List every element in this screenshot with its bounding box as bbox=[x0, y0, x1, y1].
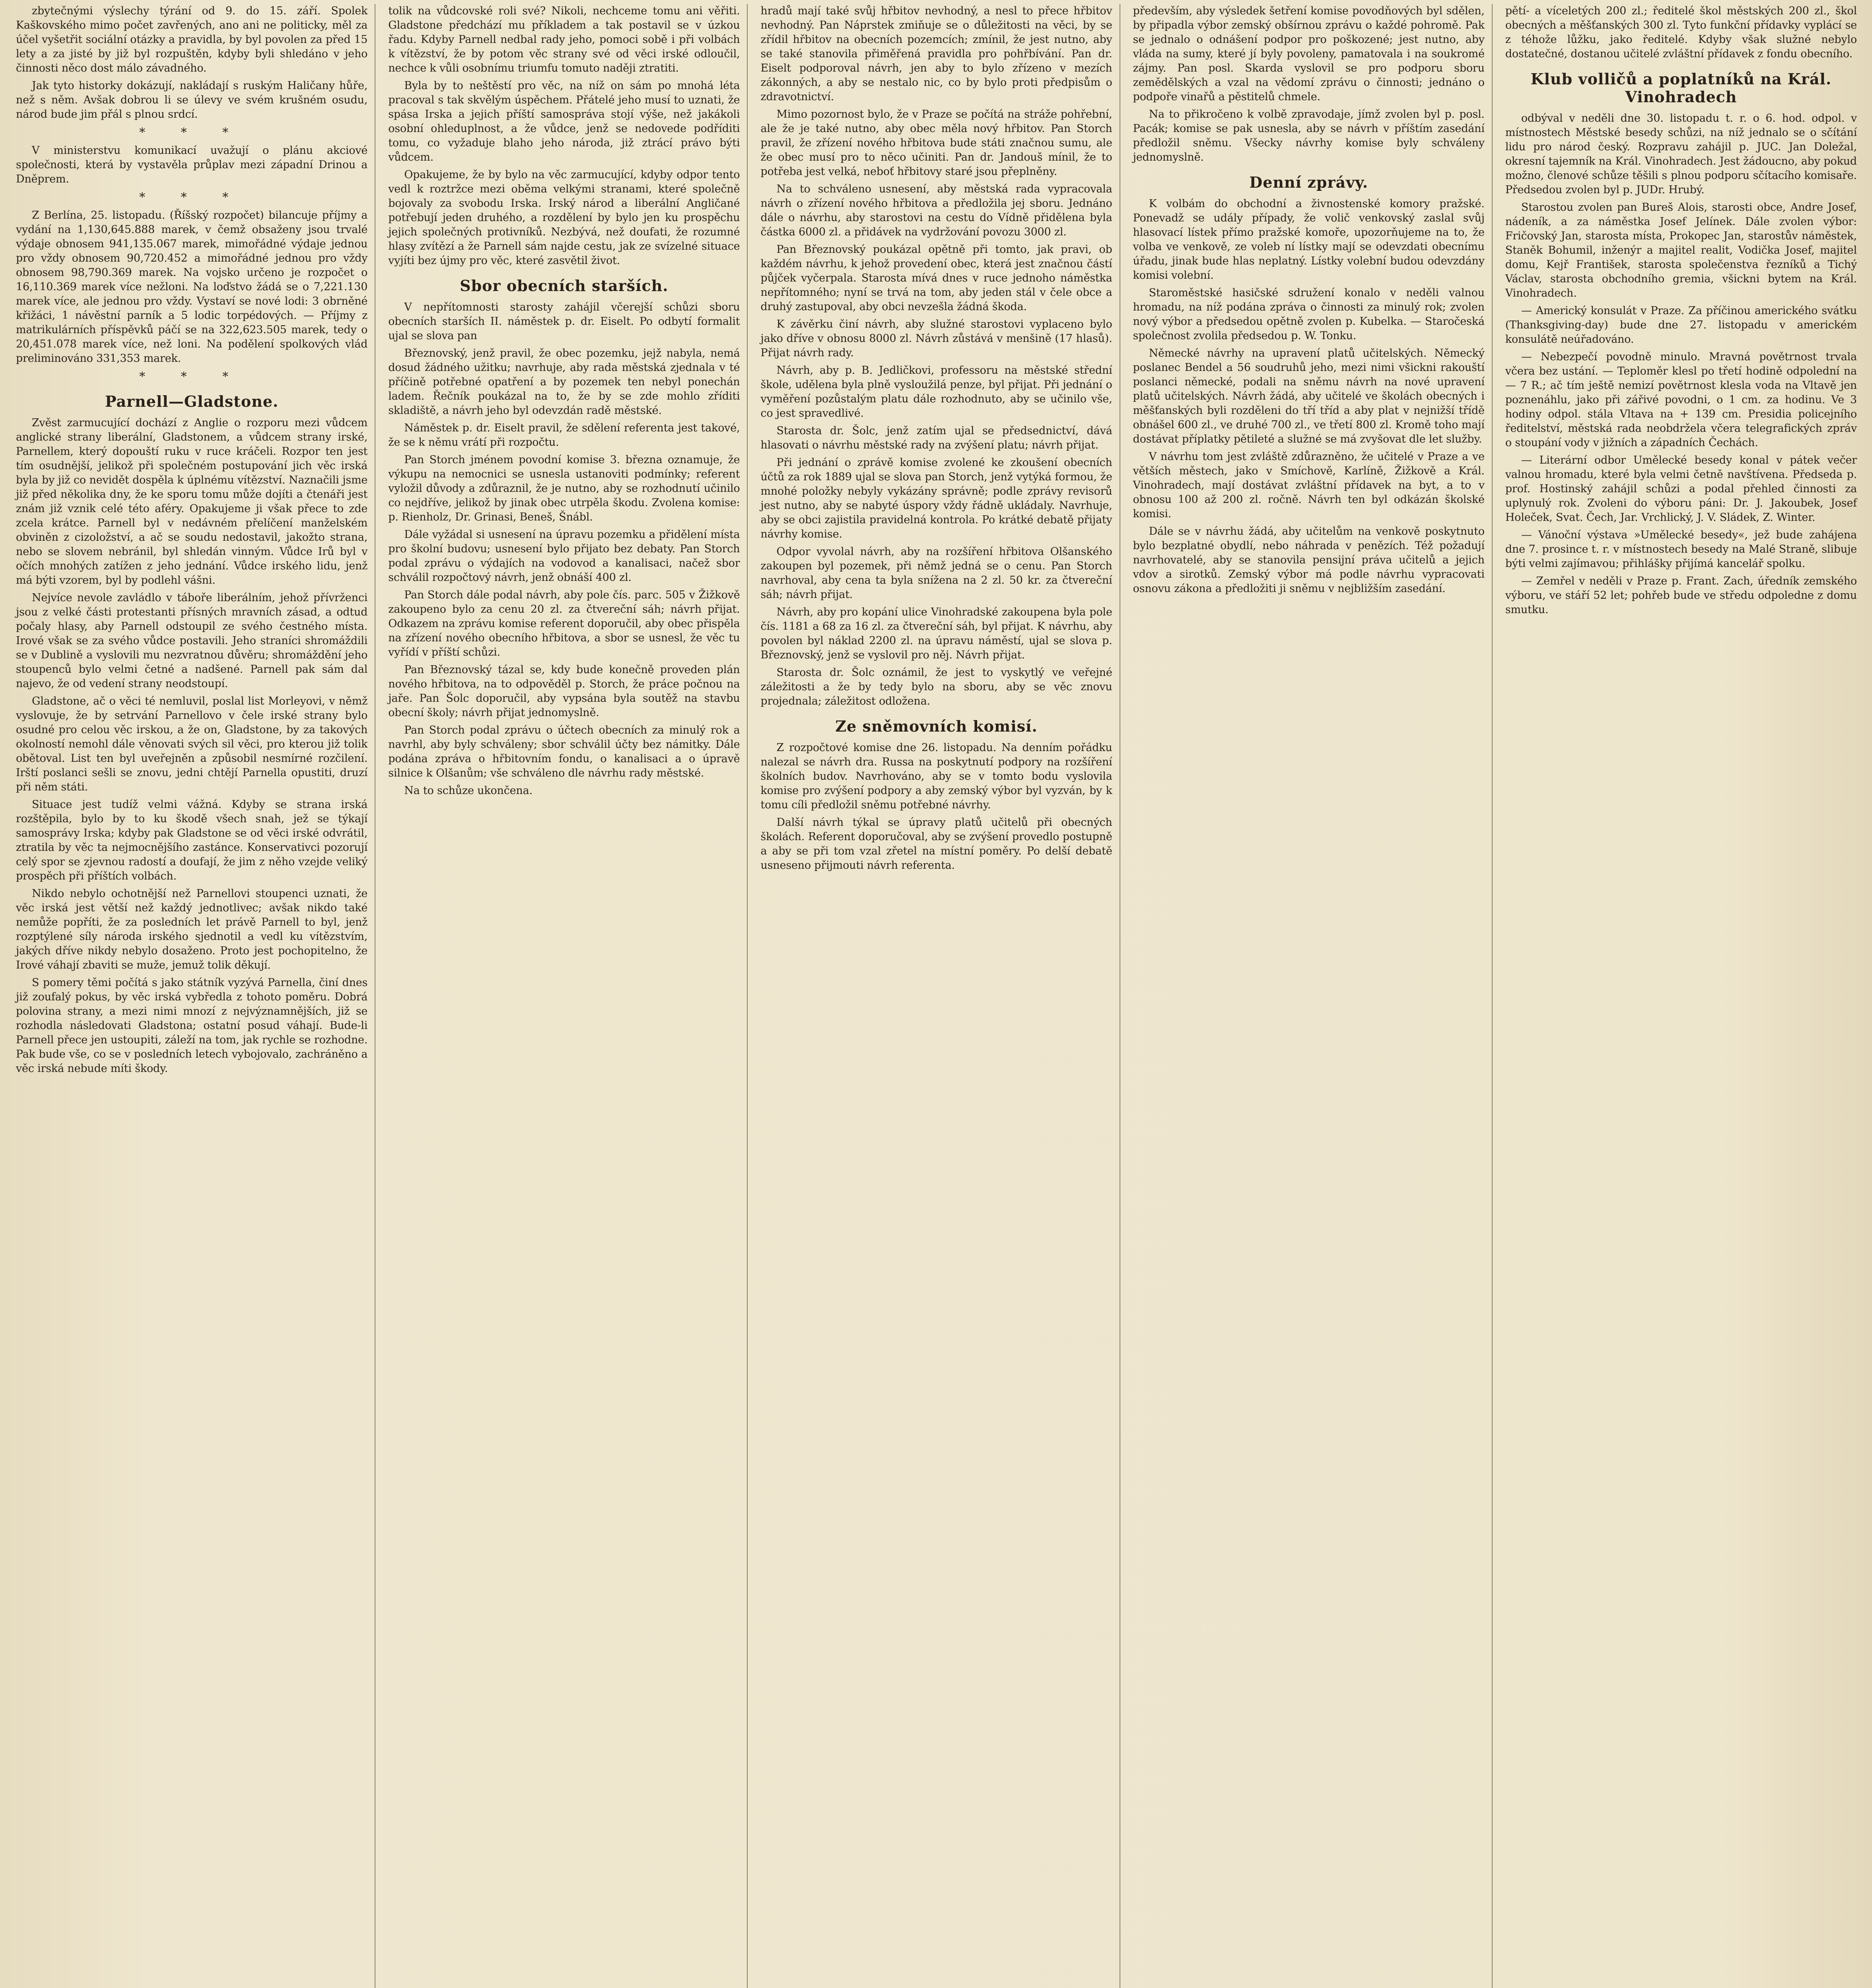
article-paragraph: tolik na vůdcovské roli své? Nikoli, nechceme tomu ani věřiti. Gladstone předchází mu příkladem a tak postavil se v úzkou řadu. Kdyby Parnell nedbal rady jeho, pomoci sobě i při volbách k vítězství, že by potom věc strany své od věci irské odloučil, nechce k vůli osobnímu triumfu tomuto naději ztratiti. bbox=[388, 5, 740, 74]
article-paragraph: Při jednání o zprávě komise zvolené ke zkoušení obecních účtů za rok 1889 ujal se slova pan Storch, jenž vytýká formou, že mnohé položky nebyly vykázány správně; podle zprávy revisorů jest nutno, aby se nabyté úspory vždy řádně ukládaly. Navrhuje, aby se obci zajistila pravidelná kontrola. Po krátké debatě přijaty návrhy komise. bbox=[760, 456, 1112, 540]
article-paragraph: — Literární odbor Umělecké besedy konal v pátek večer valnou hromadu, které byla velmi četně navštívena. Předseda p. prof. Hostinský zahájil schůzi a podal přehled činnosti za uplynulý rok. Zvoleni do výboru páni: Dr. J. Jakoubek, Josef Holeček, Svat. Čech, Jar. Vrchlický, J. V. Sládek, Z. Winter. bbox=[1505, 454, 1857, 524]
article-paragraph: Opakujeme, že by bylo na věc zarmucující, kdyby odpor tento vedl k roztržce mezi oběma velkými stranami, které společně bojovaly za svobodu Irska. Irský národ a liberální Angličané potřebují jeden druhého, a rozdělení by bylo jen ku prospěchu jejich společných protivníků. Nezbývá, než doufati, že rozumné hlasy zvítězí a že Parnell sám najde cestu, jak ze svízelné situace vyjíti bez újmy pro věc, které zasvětil život. bbox=[388, 169, 740, 267]
article-paragraph: Starosta dr. Šolc oznámil, že jest to vyskytlý ve veřejné záležitosti a že by tedy bylo na sboru, aby se věc znovu projednala; záležitost odložena. bbox=[760, 666, 1112, 707]
article-paragraph: Pan Storch jménem povodní komise 3. března oznamuje, že výkupu na nemocnici se usnesla ustanoviti podmínky; referent vyložil důvody a zdůraznil, že je nutno, aby se rozhodnutí učinilo co nejdříve, jelikož by jinak obec utrpěla škodu. Zvolena komise: p. Rienholz, Dr. Grinasi, Beneš, Šnábl. bbox=[388, 454, 740, 523]
article-paragraph: — Vánoční výstava »Umělecké besedy«, jež bude zahájena dne 7. prosince t. r. v místnostech besedy na Malé Straně, slibuje býti velmi zajímavou; přihlášky přijímá kancelář spolku. bbox=[1505, 529, 1857, 570]
columns-container bbox=[12, 4, 1864, 1988]
article-paragraph: Byla by to neštěstí pro věc, na níž on sám po mnohá léta pracoval s tak skvělým úspěchem. Přátelé jeho musí to uznati, že spása Irska a jejich příští samospráva stojí výše, než jakákoli osobní ohleduplnost, a že vůdce, jenž se nedovede podříditi tomu, co vyžaduje blaho jeho národa, již ztrácí právo býti vůdcem. bbox=[388, 80, 740, 163]
column-3 bbox=[756, 4, 1120, 1988]
article-paragraph: Situace jest tudíž velmi vážná. Kdyby se strana irská rozštěpila, bylo by to ku škodě všech snah, jež se týkají samosprávy Irska; kdyby pak Gladstone se od věci irské odvrátil, ztratila by věc ta nejmocnějšího zastánce. Konservativci pozorují celý spor se zjevnou radostí a doufají, že jim z něho vzejde veliký prospěch při příštích volbách. bbox=[16, 798, 368, 882]
article-paragraph: Pan Storch podal zprávu o účtech obecních za minulý rok a navrhl, aby byly schváleny; sbor schválil účty bez námitky. Dále podána zpráva o hřbitovním fondu, o kanalisaci a o úpravě silnice k Olšanům; vše schváleno dle návrhu rady městské. bbox=[388, 724, 740, 779]
article-paragraph: V návrhu tom jest zvláště zdůrazněno, že učitelé v Praze a ve větších městech, jako v Smíchově, Karlíně, Žižkově a Král. Vinohradech, mají dostávat zvláštní přídavek na byt, a to v obnosu 100 až 200 zl. ročně. Návrh ten byl odkázán školské komisi. bbox=[1133, 450, 1485, 520]
article-paragraph: Německé návrhy na upravení platů učitelských. Německý poslanec Bendel a 56 soudruhů jeho, mezi nimi všickni rakouští poslanci německé, podali na sněmu návrh na nové upravení platů učitelských. Návrh žádá, aby učitelé ve školách obecných i měšťanských byli rozděleni do tří tříd a aby plat v nejnižší třídě obnášel 600 zl., ve druhé 700 zl., ve třetí 800 zl. Kromě toho mají dostávat příplatky pětileté a služné se má zvyšovat dle let služby. bbox=[1133, 347, 1485, 445]
article-paragraph: Z rozpočtové komise dne 26. listopadu. Na denním pořádku nalezal se návrh dra. Russa na poskytnutí podpory na rozšíření školních budov. Navrhováno, aby se v tomto bodu vyslovila komise pro zvýšení podpory a aby zemský výbor byl vyzván, by k tomu cíli předložil sněmu potřebné návrhy. bbox=[760, 742, 1112, 811]
article-paragraph: odbýval v neděli dne 30. listopadu t. r. o 6. hod. odpol. v místnostech Městské besedy schůzi, na níž jednalo se o sčítání lidu pro národ český. Rozpravu zahájil p. JUC. Jan Doležal, okresní tajemník na Král. Vinohradech. Jest žádoucno, aby pokud možno, členové schůze těšili s plnou podporu sčítacího komisaře. Předsedou zvolen byl p. JUDr. Hrubý. bbox=[1505, 112, 1857, 196]
article-paragraph: K závěrku činí návrh, aby služné starostovi vyplaceno bylo jako dříve v obnosu 8000 zl. Návrh zůstává v menšině (17 hlasů). Přijat návrh rady. bbox=[760, 318, 1112, 359]
column-1 bbox=[12, 4, 375, 1988]
section-heading: Denní zprávy. bbox=[1249, 173, 1369, 191]
article-paragraph: Staroměstské hasičské sdružení konalo v neděli valnou hromadu, na níž podána zpráva o činnosti za minulý rok; zvolen nový výbor a předsedou opětně zvolen p. Kubelka. — Staročeská společnost zvolila předsedou p. W. Tonku. bbox=[1133, 287, 1485, 342]
article-paragraph: Z Berlína, 25. listopadu. (Říšský rozpočet) bilancuje příjmy a vydání na 1,130,645.888 marek, v čemž obsaženy jsou trvalé výdaje obnosem 941,135.067 marek, mimořádné výdaje jednou pro vždy obnosem 90,720.452 a mimořádné jednou pro vždy obnosem 98,790.369 marek. Na vojsko určeno je rozpočet o 16,110.369 marek více nežloni. Na loďstvo žádá se o 7,221.130 marek více, ale jednou pro vždy. Vystaví se nové lodi: 3 obrněné křižáci, 1 návěstní parník a 5 lodic torpédových. — Příjmy z matrikulárních příspěvků páčí se na 322,623.505 marek, tedy o 20,451.078 marek více, než loni. Na podělení spolkových vlád preliminováno 331,353 marek. bbox=[16, 209, 368, 365]
article-paragraph: V nepřítomnosti starosty zahájil včerejší schůzi sboru obecních starších II. náměstek p. dr. Eiselt. Po odbytí formalit ujal se slova pan bbox=[388, 301, 740, 342]
article-paragraph: Mimo pozornost bylo, že v Praze se počítá na stráže pohřební, ale že je také nutno, aby obec měla nový hřbitov. Pan Storch pravil, že zřízení nového hřbitova bude státi značnou sumu, ale že obec musí pro to něco učiniti. Pan dr. Jandouš mínil, že to potřeba jest velká, neboť hřbitovy staré jsou přeplněny. bbox=[760, 108, 1112, 178]
section-heading: Ze sněmovních komisí. bbox=[835, 717, 1038, 735]
article-paragraph: Pan Březnovský poukázal opětně při tomto, jak pravi, ob každém návrhu, k jehož provedení obec, která jest značnou částí půjček vyčerpala. Starosta mívá dnes v ruce jednoho náměstka nepřítomného; nyní se trvá na tom, aby jeden stál v čele obce a druhý zastupoval, aby obci nevzešla žádná škoda. bbox=[760, 243, 1112, 313]
section-heading: Klub volličů a poplatníků na Král. Vinohradech bbox=[1530, 70, 1832, 106]
article-paragraph: — Americký konsulát v Praze. Za příčinou amerického svátku (Thanksgiving-day) bude dne 27. listopadu v americkém konsulátě neúřadováno. bbox=[1505, 305, 1857, 346]
article-paragraph: Návrh, aby pro kopání ulice Vinohradské zakoupena byla pole čís. 1181 a 68 za 16 zl. za čtvereční sáh, byl přijat. K návrhu, aby povolen byl náklad 2200 zl. na úpravu náměstí, ujal se slova p. Březnovský, jenž se vyslovil pro něj. Návrh přijat. bbox=[760, 606, 1112, 661]
column-2 bbox=[384, 4, 748, 1988]
article-paragraph: Nejvíce nevole zavládlo v táboře liberálním, jehož přívrženci jsou z velké části protestanti přísných mravních zásad, a odtud počaly hlasy, aby Parnell odstoupil ze svého čestného místa. Irové však se za svého vůdce postavili. Jeho straníci shromáždili se v Dublině a vyslovili mu nezvratnou důvěru; shromáždění jeho stoupenců bylo velmi četné a nadšené. Parnell pak sám dal najevo, že od vedení strany neodstoupí. bbox=[16, 592, 368, 690]
article-paragraph: Dále se v návrhu žádá, aby učitelům na venkově poskytnuto bylo bezplatné obydlí, nebo náhrada v penězích. Též požadují navrhovatelé, aby se stanovila pensijní práva učitelů a jejich vdov a sirotků. Zemský výbor má podle návrhu vypracovati osnovu zákona a předložiti ji sněmu v nejbližším zasedání. bbox=[1133, 525, 1485, 595]
article-paragraph: Gladstone, ač o věci té nemluvil, poslal list Morleyovi, v němž vyslovuje, že by setrvání Parnellovo v čele irské strany bylo osudné pro celou věc irskou, a že on, Gladstone, by za takových okolností nemohl dále věnovati svých sil věci, pro kterou již tolik obětoval. List ten byl uveřejněn a způsobil nesmírné rozčilení. Irští poslanci sešli se znovu, jedni chtějí Parnella opustiti, druzí při něm státi. bbox=[16, 695, 368, 793]
article-paragraph: — Zemřel v neděli v Praze p. Frant. Zach, úředník zemského výboru, ve stáří 52 let; pohřeb bude ve středu odpoledne z domu smutku. bbox=[1505, 575, 1857, 616]
article-paragraph: Nikdo nebylo ochotnější než Parnellovi stoupenci uznati, že věc irská jest větší než každý jednotlivec; avšak nikdo také nemůže popříti, že za posledních let právě Parnell to byl, jenž rozptýlené síly národa irského sjednotil a vedl ku vítězstvím, jakých dříve nikdy nebylo dosaženo. Proto jest pochopitelno, že Irové váhají zbaviti se muže, jemuž tolik děkují. bbox=[16, 887, 368, 971]
article-paragraph: Návrh, aby p. B. Jedličkovi, professoru na městské střední škole, udělena byla plně vysloužilá penze, byl přijat. Při jednání o vyměření pozůstalým platu dále rozhodnuto, aby se učinilo vše, co jest spravedlivé. bbox=[760, 364, 1112, 419]
column-5 bbox=[1501, 4, 1864, 1988]
article-paragraph: Odpor vyvolal návrh, aby na rozšíření hřbitova Olšanského zakoupen byl pozemek, při němž jedná se o cenu. Pan Storch navrhoval, aby cena ta byla snížena na 2 zl. 50 kr. za čtvereční sáh; návrh přijat. bbox=[760, 546, 1112, 601]
section-heading: Parnell—Gladstone. bbox=[105, 392, 279, 410]
article-paragraph: pětí- a víceletých 200 zl.; ředitelé škol městských 200 zl., škol obecných a měšťanských 300 zl. Tyto funkční přídavky vyplácí se z téhože lůžku, jako ředitelé. Kdyby však služné nebylo dostatečné, dostanou učitelé zvláštní přídavek z fondu obecního. bbox=[1505, 5, 1857, 60]
article-paragraph: Starostou zvolen pan Bureš Alois, starosti obce, Andre Josef, nádeník, a za náměstka Josef Jelínek. Dále zvolen výbor: Fričovský Jan, starosta místa, Prokopec Jan, starostův náměstek, Staněk Bohumil, inženýr a majitel realit, Vodička Josef, majitel domu, Kejř František, starosta společenstva řezníků a Tichý Václav, starosta obchodního gremia, všickni bytem na Král. Vinohradech. bbox=[1505, 201, 1857, 299]
separator-stars: * * * bbox=[139, 370, 245, 384]
article-paragraph: Zvěst zarmucující dochází z Anglie o rozporu mezi vůdcem anglické strany liberální, Gladstonem, a vůdcem strany irské, Parnellem, který dopouští ruku v ruce kráčeli. Rozpor ten jest tím osudnější, jelikož při společném postupování jich věc irská byla by již co nevidět dospěla k úplnému vítězství. Naznačili jsme již před několika dny, že ke sporu tomu může dojíti a čtenáři jest znám již vznik celé této aféry. Opakujeme ji však přece to zde zcela krátce. Parnell byl v nedávném přelíčení manželském obviněn z cizoložství, a ač se soudu nedostavil, jakožto strana, nebo se slovem nebránil, byl shledán vinným. Vůdce Irů byl v očích mnohých zatížen z jeho jednání. Vůdce irského lidu, jenž má býti vzorem, byl by podlehl vášni. bbox=[16, 417, 368, 586]
article-paragraph: K volbám do obchodní a živnostenské komory pražské. Ponevadž se udály případy, že volič venkovský zaslal svůj hlasovací lístek přímo pražské komoře, upozorňujeme na to, že volba ve venkově, ze voleb ní lístky mají se odevzdati obecnímu úřadu, jinak bude hlas neplatný. Lístky volební budou odevzdány komisi volební. bbox=[1133, 198, 1485, 282]
article-paragraph: Na to přikročeno k volbě zpravodaje, jímž zvolen byl p. posl. Pacák; komise se pak usnesla, aby se návrh v příštím zasedání předložil sněmu. Všecky návrhy komise byly schváleny jednomyslně. bbox=[1133, 108, 1485, 163]
article-paragraph: Pan Březnovský tázal se, kdy bude konečně proveden plán nového hřbitova, na to odpověděl p. Storch, že práce počnou na jaře. Pan Šolc doporučil, aby vypsána byla soutěž na stavbu obecní školy; návrh přijat jednomyslně. bbox=[388, 664, 740, 719]
article-paragraph: S pomery těmi počítá s jako státník vyzývá Parnella, činí dnes již zoufalý pokus, by věc irská vybředla z tohoto poměru. Dobrá polovina strany, a mezi nimi mnozí z nejvýznamnějších, již se rozhodla následovati Gladstona; ostatní posud váhají. Bude-li Parnell přece jen ustoupiti, záleží na tom, jak rychle se rozhodne. Pak bude vše, co se v posledních letech vybojovalo, zachráněno a věc irská nebude míti škody. bbox=[16, 977, 368, 1075]
article-paragraph: hradů mají také svůj hřbitov nevhodný, a nesl to přece hřbitov nevhodný. Pan Náprstek zmiňuje se o důležitosti na věci, by se zřídil hřbitov na obecních pozemcích; zmínil, že jest nutno, aby se také stanovila přiměřená pravidla pro pohřbívání. Pan dr. Eiselt podporoval návrh, jen aby to bylo zřízeno v mezích zákonných, a aby se nestalo nic, co by bylo proti předpisům o zdravotnictví. bbox=[760, 5, 1112, 103]
article-paragraph: Další návrh týkal se úpravy platů učitelů při obecných školách. Referent doporučoval, aby se zvýšení provedlo postupně a aby se při tom vzal zřetel na místní poměry. Po delší debatě usneseno přijmouti návrh referenta. bbox=[760, 816, 1112, 872]
article-paragraph: zbytečnými výslechy týrání od 9. do 15. září. Spolek Kaškovského mimo počet zavřených, ano ani ne politicky, měl za účel vyšetřit sociální otázky a pravidla, by byl povolen za před 15 lety a za jisté by již byl rozpuštěn, kdyby byli shledáno v jeho činnosti něco dost málo závadného. bbox=[16, 5, 368, 74]
article-paragraph: Starosta dr. Šolc, jenž zatím ujal se předsednictví, dává hlasovati o návrhu městské rady na zvýšení platu; návrh přijat. bbox=[760, 425, 1112, 451]
article-paragraph: Jak tyto historky dokázují, nakládají s ruským Haličany hůře, než s něm. Avšak dobrou li se úlevy ve svém krušném osudu, národ bude jim přál s plnou srdcí. bbox=[16, 80, 368, 120]
article-paragraph: V ministerstvu komunikací uvažují o plánu akciové společnosti, která by vystavěla průplav mezi západní Drinou a Dněprem. bbox=[16, 144, 368, 185]
article-paragraph: Dále vyžádal si usnesení na úpravu pozemku a přidělení místa pro školní budovu; usnesení bylo přijato bez debaty. Pan Storch podal zprávu o výdajích na vodovod a kanalisaci, načež sbor schválil rozpočtový návrh, jenž obnáší 400 zl. bbox=[388, 528, 740, 584]
article-paragraph: Náměstek p. dr. Eiselt pravil, že sdělení referenta jest takové, že se k němu vrátí při rozpočtu. bbox=[388, 422, 740, 448]
separator-stars: * * * bbox=[139, 126, 245, 140]
article-paragraph: Pan Storch dále podal návrh, aby pole čís. parc. 505 v Žižkově zakoupeno bylo za cenu 20 zl. za čtvereční sáh; návrh přijat. Odkazem na zprávu komise referent doporučil, aby obec přispěla na zřízení nového obecního hřbitova, a sbor se usnesl, že věc tu vyřídí v příští schůzi. bbox=[388, 589, 740, 658]
article-paragraph: Na to schůze ukončena. bbox=[404, 784, 533, 797]
article-paragraph: Na to schváleno usnesení, aby městská rada vypracovala návrh o zřízení nového hřbitova a předložila jej sboru. Jednáno dále o návrhu, aby starostovi na cestu do Vídně přidělena byla částka 6000 zl. a přidávek na vydržování povozu 3000 zl. bbox=[760, 183, 1112, 238]
article-paragraph: — Nebezpečí povodně minulo. Mravná povětrnost trvala včera bez ustání. — Teploměr klesl po třetí hodině odpolední na — 7 R.; ač tím ještě nemizí povětrnost klesla voda na Vltavě jen poznenáhlu, jako při zářivé povodni, o 1 cm. za hodinu. Ve 3 hodiny odpol. stála Vltava na + 139 cm. Presidia policejního ředitelství, městská rada neobdržela včera telegrafických zpráv o stoupání vody v jižních a západních Čechách. bbox=[1505, 351, 1857, 449]
separator-stars: * * * bbox=[139, 190, 245, 204]
article-paragraph: Březnovský, jenž pravil, že obec pozemku, jejž nabyla, nemá dosud žádného užitku; navrhuje, aby rada městská zjednala v té příčině potřebné opatření a by pozemek ten nebyl ponechán ladem. Řečník poukázal na to, že by se zde mohlo zříditi skladiště, a návrh jeho byl odevzdán radě městské. bbox=[388, 347, 740, 417]
column-4 bbox=[1129, 4, 1493, 1988]
section-heading: Sbor obecních starších. bbox=[460, 277, 669, 295]
article-paragraph: především, aby výsledek šetření komise povodňových byl sdělen, by připadla výbor zemský obšírnou zprávu o každé pohromě. Pak se jednalo o odnášení podpor pro poškozené; jest nutno, aby vláda na sumy, které jí byly povoleny, pamatovala i na soukromé zájmy. Pan posl. Skarda vyslovil se pro podporu sboru zemědělských a vzal na vědomí zprávu o činnosti; jednáno o podpoře vinařů a pěstitelů chmele. bbox=[1133, 5, 1485, 103]
